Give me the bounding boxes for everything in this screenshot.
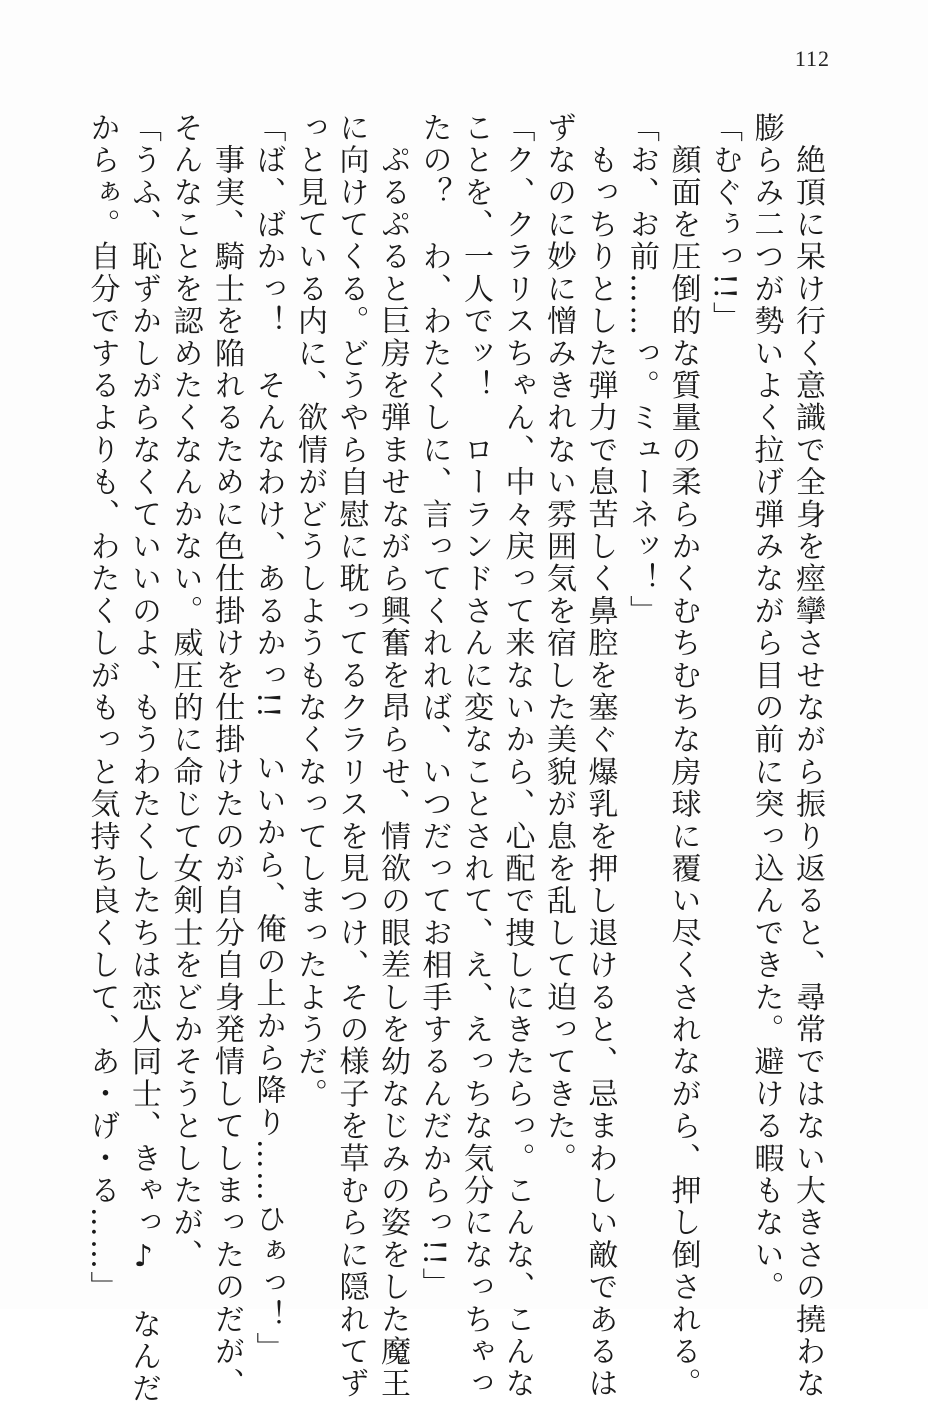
text-line: 「ク、クラリスちゃん、中々戻って来ないから、心配で捜しにきたらっ。こんな、こんな bbox=[499, 112, 535, 1400]
text-line: っと見ている内に、欲情がどうしようもなくなってしまったようだ。 bbox=[292, 112, 327, 1111]
text-line: 「むぐぅっ!!」 bbox=[707, 112, 742, 334]
text-line: 「うふ、恥ずかしがらなくていいのよ、もうわたくしたちは恋人同士、きゃっ♪ なんだ bbox=[126, 112, 161, 1405]
text-line: 顔面を圧倒的な質量の柔らかくむちむちな房球に覆い尽くされながら、押し倒される。 bbox=[665, 112, 701, 1400]
text-line: ぷるぷると巨房を弾ませながら興奮を昂らせ、情欲の眼差しを幼なじみの姿をした魔王 bbox=[375, 112, 410, 1400]
text-line: からぁ。自分でするよりも、わたくしがもっと気持ち良くして、あ・げ・る……」 bbox=[84, 112, 120, 1304]
text-line: そんなことを認めたくなんかない。威圧的に命じて女剣士をどかそうとしたが、 bbox=[167, 112, 203, 1272]
text-line: もっちりとした弾力で息苦しく鼻腔を塞ぐ爆乳を押し退けると、忌まわしい敵であるは bbox=[582, 112, 618, 1400]
text-line: 「お、お前……っ。ミューネッ！」 bbox=[624, 112, 659, 628]
vertical-text-block bbox=[81, 112, 828, 1405]
text-line: 「ば、ばかっ！ そんなわけ、あるかっ!! いいから、俺の上から降り……ひぁっ！」 bbox=[250, 112, 286, 1365]
text-line: ことを、一人でッ！ ローランドさんに変なことされて、え、えっちな気分になっちゃっ bbox=[458, 112, 493, 1400]
text-line: 膨らみ二つが勢いよく拉げ弾みながら目の前に突っ込んできた。避ける暇もない。 bbox=[748, 112, 784, 1304]
text-line: 絶頂に呆け行く意識で全身を痙攣させながら振り返ると、尋常ではない大きさの撓わな bbox=[790, 112, 825, 1400]
text-line: ずなのに妙に憎みきれない雰囲気を宿した美貌が息を乱して迫ってきた。 bbox=[541, 112, 576, 1175]
page-number: 112 bbox=[794, 46, 830, 71]
text-line: たの？ わ、わたくしに、言ってくれれば、いつだってお相手するんだからっ!!」 bbox=[416, 112, 452, 1300]
text-line: に向けてくる。どうやら自慰に耽ってるクラリスを見つけ、その様子を草むらに隠れてず bbox=[333, 112, 369, 1400]
text-line: 事実、騎士を陥れるために色仕掛けを仕掛けたのが自分自身発情してしまったのだが、 bbox=[209, 112, 244, 1400]
